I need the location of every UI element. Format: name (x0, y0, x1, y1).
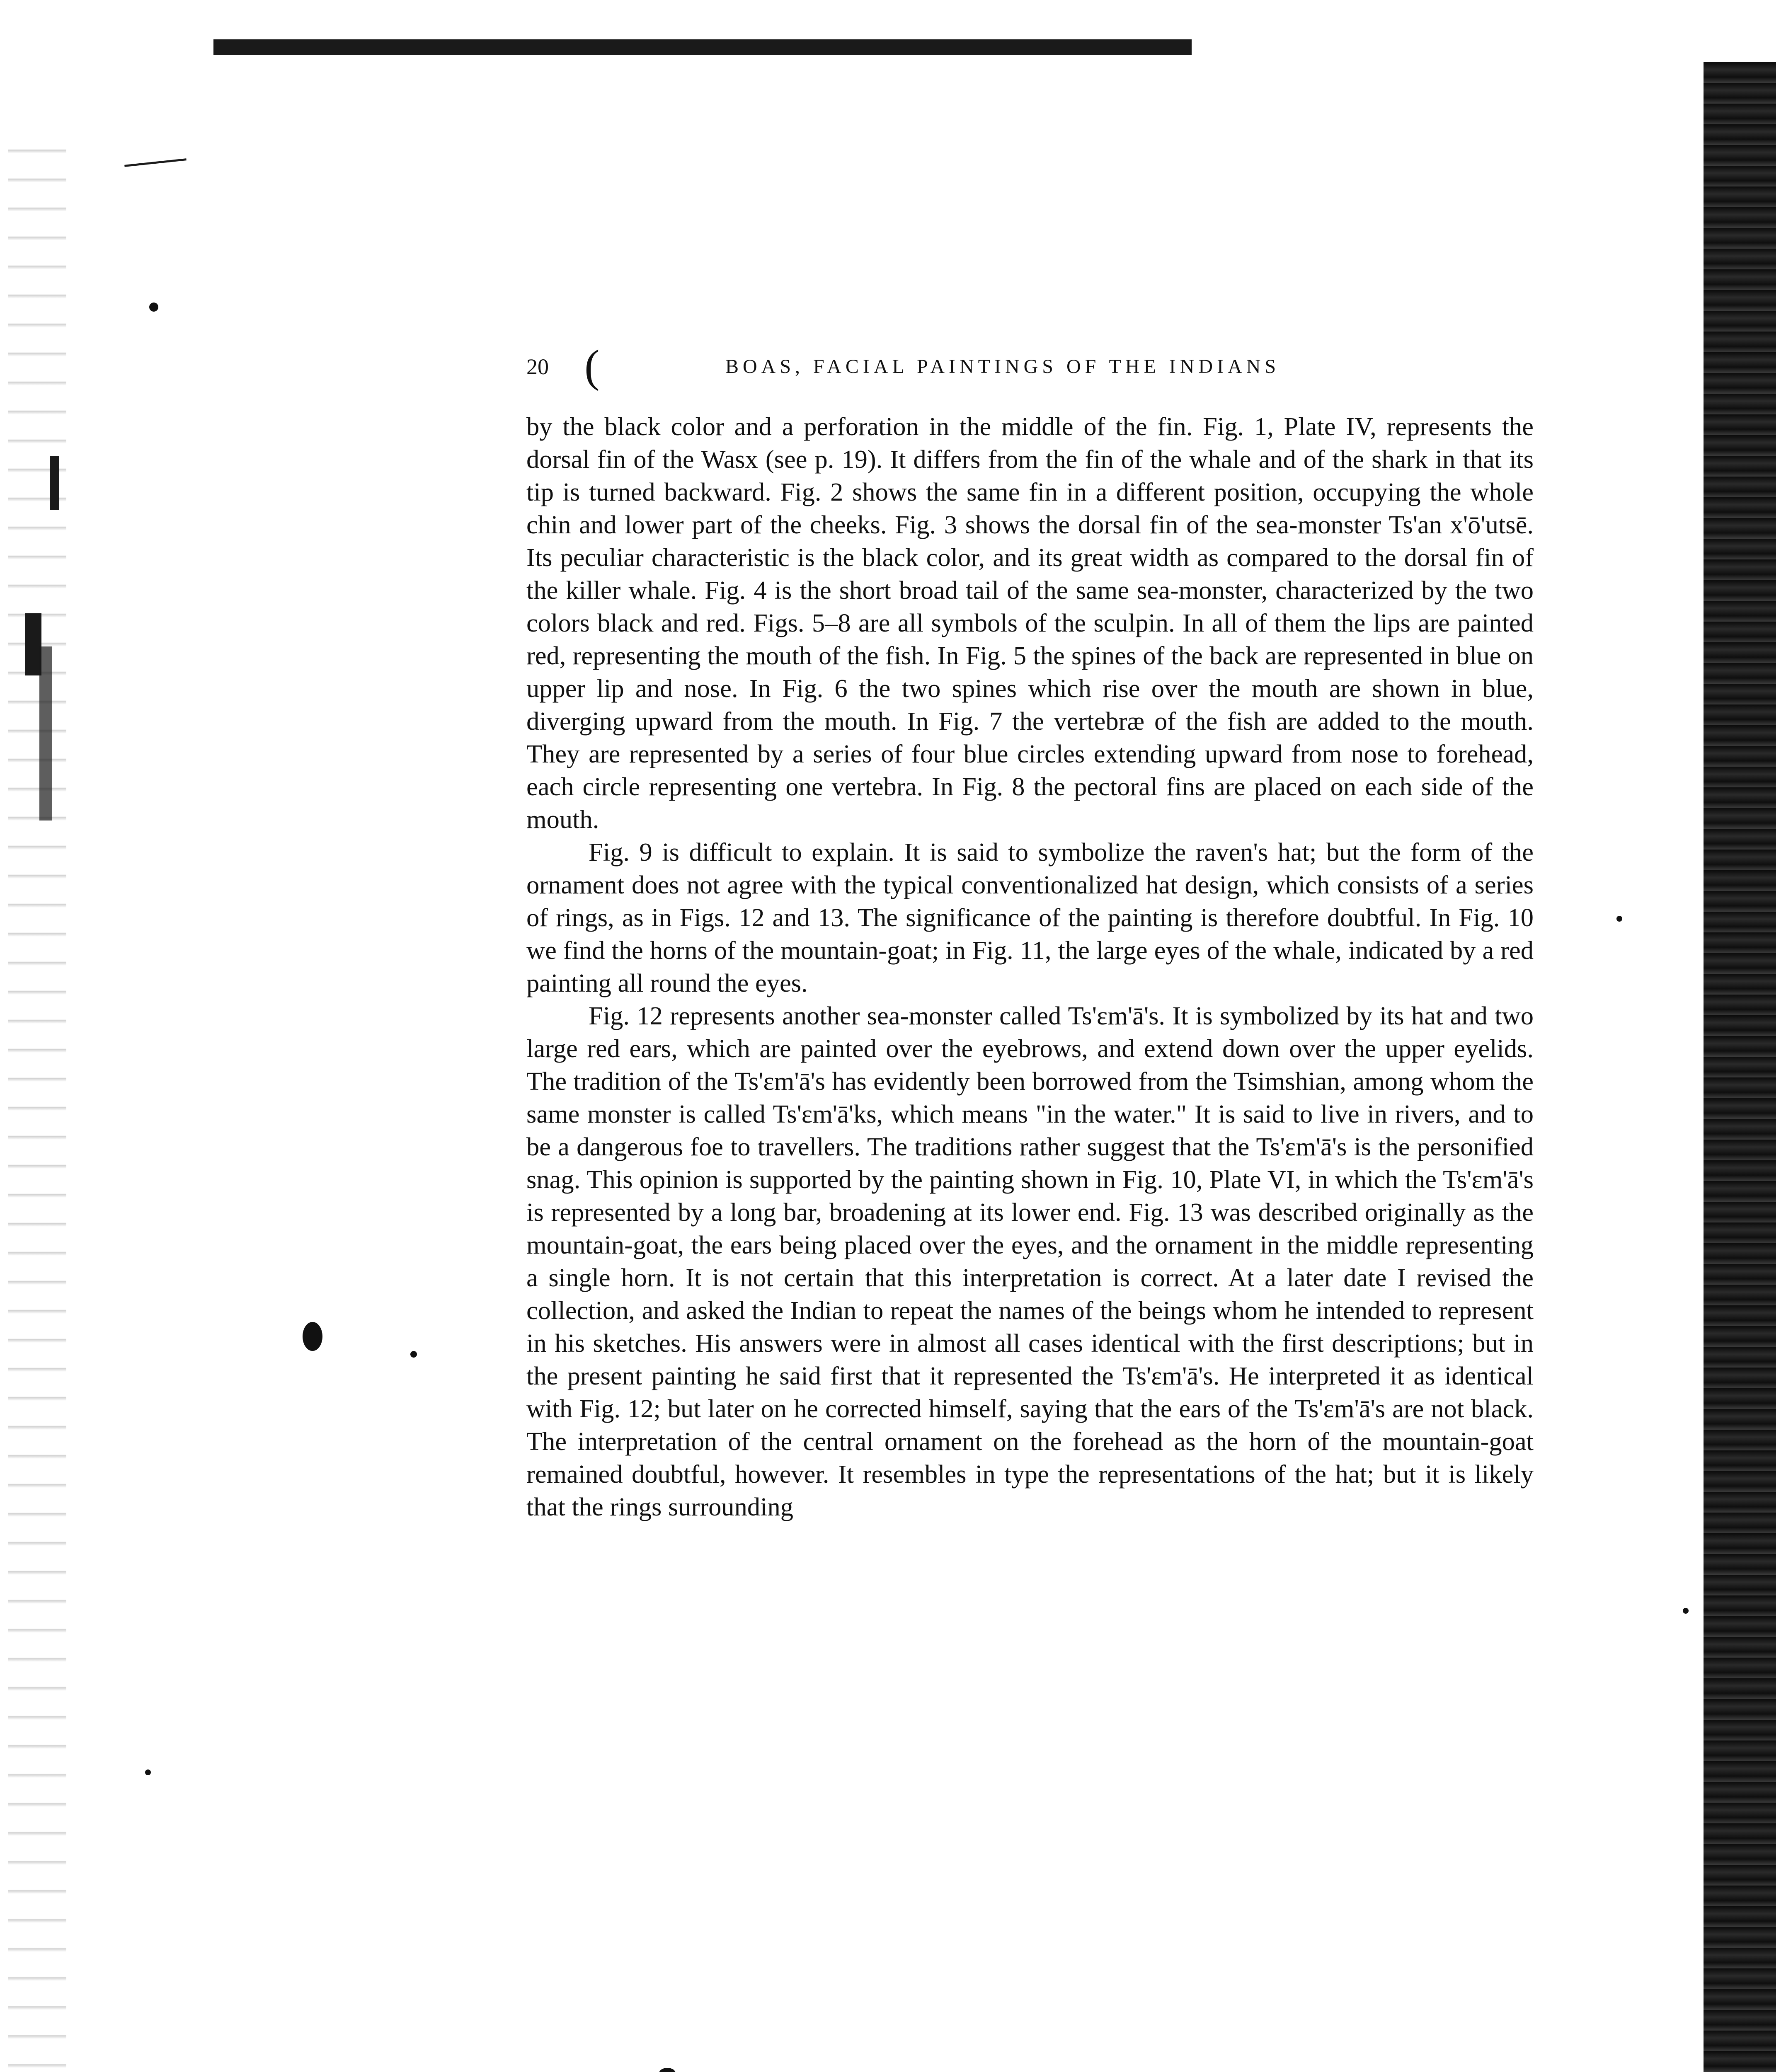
scan-speck (149, 303, 158, 312)
paragraph: Fig. 12 represents another sea-monster called Ts'ɛm'ā's. It is symbolized by its hat and two large red ears, which are painted over the eyebrows, and extend down over the upper eyelids. The tradition of the Ts'ɛm'ā's has evidently been borrowed from the Tsimshian, among whom the same monster is called Ts'ɛm'ā'ks, which means "in the water." It is said to live in rivers, and to be a dangerous foe to travellers. The traditions rather suggest that the Ts'ɛm'ā's is the personified snag. This opinion is supported by the painting shown in Fig. 10, Plate VI, in which the Ts'ɛm'ā's is represented by a long bar, broadening at its lower end. Fig. 13 was described originally as the mountain-goat, the ears being placed over the eyes, and the ornament in the middle representing a single horn. It is not certain that this interpretation is correct. At a later date I revised the collection, and asked the Indian to repeat the names of the beings whom he intended to represent in his sketches. His answers were in almost all cases identical with the first descriptions; but in the present painting he said first that it represented the Ts'ɛm'ā's. He interpreted it as identical with Fig. 12; but later on he corrected himself, saying that the ears of the Ts'ɛm'ā's are not black. The interpretation of the central ornament on the forehead as the horn of the mountain-goat remained doubtful, however. It resembles in type the representations of the hat; but it is likely that the rings surrounding (526, 1001, 1534, 1521)
scan-mark (50, 456, 59, 510)
paragraph: by the black color and a perforation in the middle of the fin. Fig. 1, Plate IV, represents the dorsal fin of the Wasx (see p. 19). It differs from the fin of the whale and of the shark in that its tip is turned backward. Fig. 2 shows the same fin in a different position, occupying the whole chin and lower part of the cheeks. Fig. 3 shows the dorsal fin of the sea-monster Ts'an x'ō'utsē. Its peculiar characteristic is the black color, and its great width as compared to the dorsal fin of the killer whale. Fig. 4 is the short broad tail of the same sea-monster, characterized by the two colors black and red. Figs. 5–8 are all symbols of the sculpin. In all of them the lips are painted red, representing the mouth of the fish. In Fig. 5 the spines of the back are represented in blue on upper lip and nose. In Fig. 6 the two spines which rise over the mouth are shown in blue, diverging upward from the mouth. In Fig. 7 the vertebræ of the fish are added to the mouth. They are represented by a series of four blue circles extending upward from nose to forehead, each circle representing one vertebra. In Fig. 8 the pectoral fins are placed on each side of the mouth. (526, 412, 1534, 834)
scan-right-edge (1704, 62, 1776, 2072)
scan-speck (303, 1322, 322, 1351)
scan-speck (145, 1769, 151, 1775)
scan-speck (1616, 916, 1622, 922)
body-text (526, 410, 1534, 1523)
scan-mark (124, 158, 187, 167)
scan-top-bar (213, 39, 1192, 55)
page-number: 20 (526, 354, 549, 379)
paragraph: Fig. 9 is difficult to explain. It is said to symbolize the raven's hat; but the form of the ornament does not agree with the typical conventionalized hat design, which consists of a series of rings, as in Figs. 12 and 13. The significance of the painting is therefore doubtful. In Fig. 10 we find the horns of the mountain-goat; in Fig. 11, the large eyes of the whale, indicated by a red painting all round the eyes. (526, 838, 1534, 997)
page-header (526, 341, 1542, 391)
scan-left-edge (8, 124, 66, 2072)
scan-speck (410, 1351, 417, 1358)
scan-mark (39, 646, 52, 821)
scan-speck (1683, 1608, 1689, 1614)
scan-bracket-mark: ( (584, 341, 600, 391)
running-head: BOAS, FACIAL PAINTINGS OF THE INDIANS (725, 356, 1280, 378)
scan-speck (659, 2068, 676, 2072)
scan-mark (25, 613, 41, 675)
